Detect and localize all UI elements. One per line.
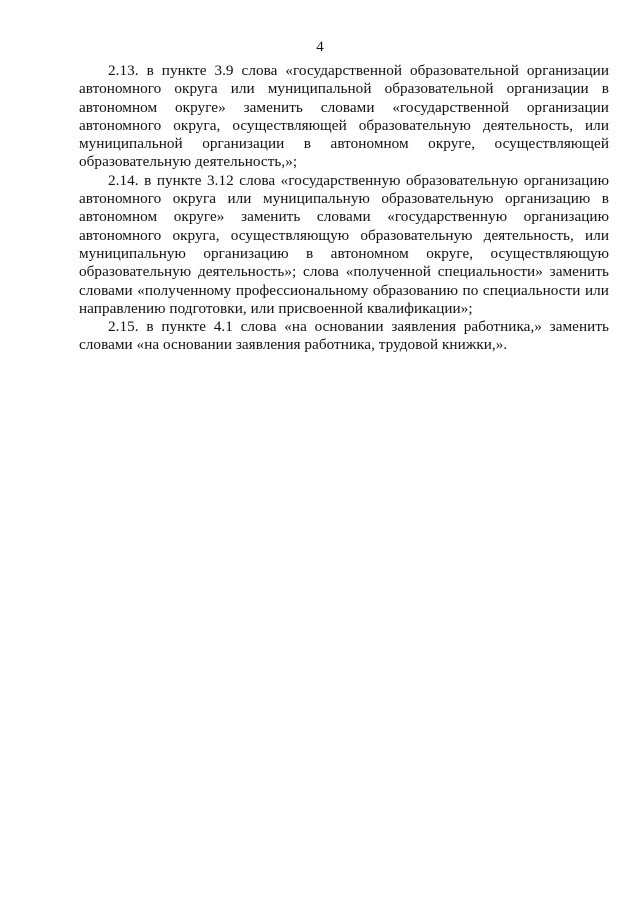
text-line: муниципальную организацию в автономном округе, осуществляющую [79,244,609,262]
text-line: 2.15. в пункте 4.1 слова «на основании заявления работника,» заменить [108,318,609,336]
paragraph-2-13 [79,62,609,172]
paragraph-2-14 [79,172,609,318]
text-line: муниципальной организации в автономном округе, осуществляющей [79,135,609,153]
text-line: словами «полученному профессиональному образованию по специальности или [79,281,609,299]
text-line: 2.14. в пункте 3.12 слова «государственную образовательную организацию [108,171,609,189]
text-line: автономном округе» заменить словами «государственной организации [79,98,609,116]
text-line: автономного округа, осуществляющую образовательную деятельность, или [79,226,609,244]
text-line: автономного округа, осуществляющей образовательную деятельность, или [79,116,609,134]
text-line: 2.13. в пункте 3.9 слова «государственной образовательной организации [108,62,609,79]
text-line: автономного округа или муниципальную образовательную организацию в [79,190,609,208]
page-number: 4 [316,39,324,55]
document-body [79,62,609,355]
text-line: образовательную деятельность,»; [79,153,298,171]
text-line: образовательную деятельность»; слова «полученной специальности» заменить [79,263,609,281]
text-line: словами «на основании заявления работника, трудовой книжки,». [79,336,508,354]
paragraph-2-15 [79,318,609,355]
text-line: автономном округе» заменить словами «государственную организацию [79,208,609,226]
text-line: направлению подготовки, или присвоенной квалификации»; [79,299,473,317]
text-line: автономного округа или муниципальной образовательной организации в [79,80,609,98]
